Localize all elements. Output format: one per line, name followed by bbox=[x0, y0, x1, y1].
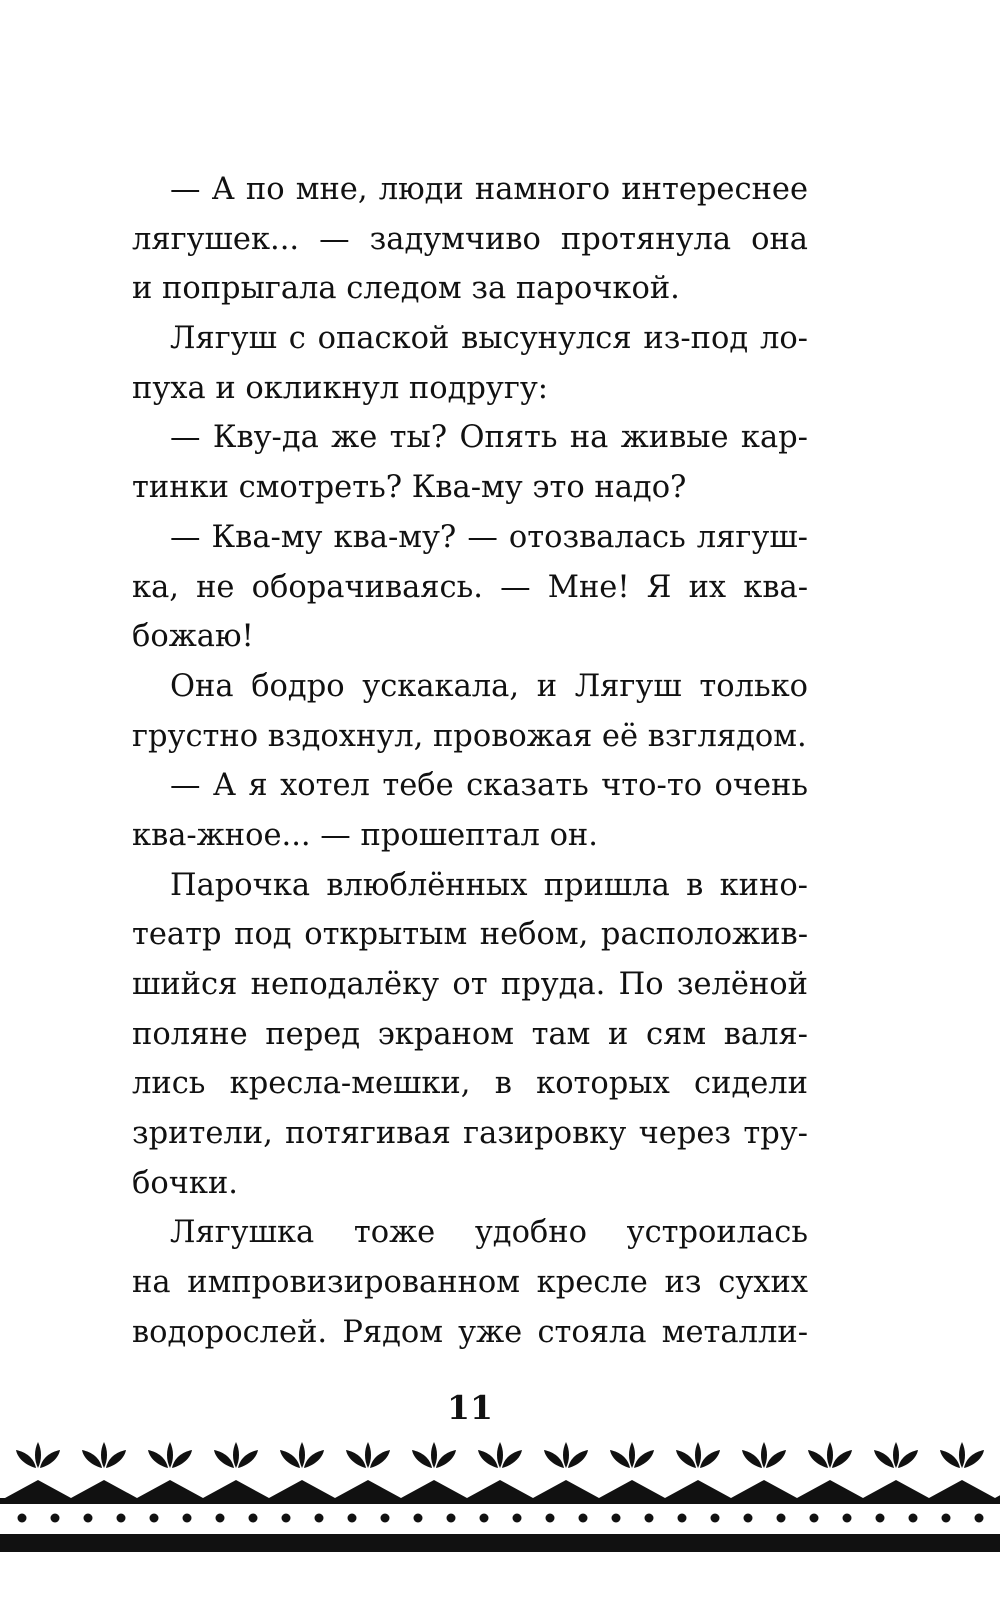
text-line: лись кресла-мешки, в которых сидели bbox=[132, 1066, 808, 1102]
text-line: Лягушка тоже удобно устроилась bbox=[170, 1215, 808, 1251]
text-line: — Кву-да же ты? Опять на живые кар- bbox=[170, 420, 808, 456]
leaf-icon bbox=[808, 1442, 852, 1468]
text-line: — А я хотел тебе сказать что-то очень bbox=[170, 768, 808, 804]
leaf-icon bbox=[214, 1442, 258, 1468]
dot-icon bbox=[282, 1514, 291, 1523]
text-line: тинки смотреть? Ква-му это надо? bbox=[132, 470, 687, 506]
leaf-icon bbox=[346, 1442, 390, 1468]
leaf-icon bbox=[742, 1442, 786, 1468]
leaf-border-ornament bbox=[0, 1438, 1000, 1568]
dot-icon bbox=[678, 1514, 687, 1523]
dot-icon bbox=[546, 1514, 555, 1523]
dot-icon bbox=[909, 1514, 918, 1523]
text-line: и попрыгала следом за парочкой. bbox=[132, 271, 680, 307]
dot-icon bbox=[447, 1514, 456, 1523]
bottom-bar bbox=[0, 1534, 1000, 1552]
dot-icon bbox=[150, 1514, 159, 1523]
leaf-icon bbox=[610, 1442, 654, 1468]
dot-icon bbox=[942, 1514, 951, 1523]
leaf-icon bbox=[148, 1442, 192, 1468]
text-line: — Ква-му ква-му? — отозвалась лягуш- bbox=[170, 519, 808, 555]
dot-icon bbox=[711, 1514, 720, 1523]
text-line: грустно вздохнул, провожая её взглядом. bbox=[132, 718, 807, 754]
dot-icon bbox=[777, 1514, 786, 1523]
dot-icon bbox=[348, 1514, 357, 1523]
dot-icon bbox=[249, 1514, 258, 1523]
text-line: ка, не оборачиваясь. — Мне! Я их ква- bbox=[132, 569, 808, 605]
dot-icon bbox=[810, 1514, 819, 1523]
dot-icon bbox=[315, 1514, 324, 1523]
leaf-icon bbox=[544, 1442, 588, 1468]
leaf-icon bbox=[478, 1442, 522, 1468]
leaf-icon bbox=[940, 1442, 984, 1468]
leaf-icon bbox=[874, 1442, 918, 1468]
dot-icon bbox=[612, 1514, 621, 1523]
dot-icon bbox=[117, 1514, 126, 1523]
text-line: Лягуш с опаской высунулся из-под ло- bbox=[170, 321, 808, 357]
text-line: — А по мне, люди намного интереснее bbox=[170, 172, 808, 207]
leaf-icon bbox=[280, 1442, 324, 1468]
text-line: лягушек... — задумчиво протянула она bbox=[132, 221, 808, 257]
dot-icon bbox=[579, 1514, 588, 1523]
zigzag-band bbox=[0, 1480, 1000, 1504]
leaf-icon bbox=[16, 1442, 60, 1468]
text-line: пуха и окликнул подругу: bbox=[132, 370, 549, 406]
dot-icon bbox=[843, 1514, 852, 1523]
text-line: на импровизированном кресле из сухих bbox=[132, 1265, 808, 1301]
dot-icon bbox=[876, 1514, 885, 1523]
dot-icon bbox=[183, 1514, 192, 1523]
dot-icon bbox=[744, 1514, 753, 1523]
dot-icon bbox=[18, 1514, 27, 1523]
leaf-icon bbox=[82, 1442, 126, 1468]
text-line: ква-жное... — прошептал он. bbox=[132, 817, 598, 853]
text-line: бочки. bbox=[132, 1165, 238, 1201]
dot-icon bbox=[51, 1514, 60, 1523]
dot-icon bbox=[414, 1514, 423, 1523]
text-line: поляне перед экраном там и сям валя- bbox=[132, 1016, 808, 1052]
leaf-icon bbox=[676, 1442, 720, 1468]
dot-icon bbox=[480, 1514, 489, 1523]
text-line: шийся неподалёку от пруда. По зелёной bbox=[132, 967, 808, 1002]
dot-icon bbox=[216, 1514, 225, 1523]
dot-icon bbox=[381, 1514, 390, 1523]
dot-icon bbox=[513, 1514, 522, 1523]
text-line: театр под открытым небом, расположив- bbox=[132, 917, 808, 953]
dot-icon bbox=[84, 1514, 93, 1523]
text-line: Она бодро ускакала, и Лягуш только bbox=[170, 668, 808, 704]
dot-row bbox=[18, 1514, 984, 1523]
text-line: зрители, потягивая газировку через тру- bbox=[132, 1116, 808, 1152]
leaf-icon bbox=[412, 1442, 456, 1468]
page-number: 11 bbox=[447, 1388, 493, 1427]
text-line: Парочка влюблённых пришла в кино- bbox=[170, 867, 808, 903]
text-line: божаю! bbox=[132, 619, 254, 655]
dot-icon bbox=[975, 1514, 984, 1523]
text-line: водорослей. Рядом уже стояла металли- bbox=[132, 1314, 808, 1350]
body-text bbox=[132, 165, 808, 1358]
leaf-row bbox=[16, 1442, 984, 1468]
dot-icon bbox=[645, 1514, 654, 1523]
